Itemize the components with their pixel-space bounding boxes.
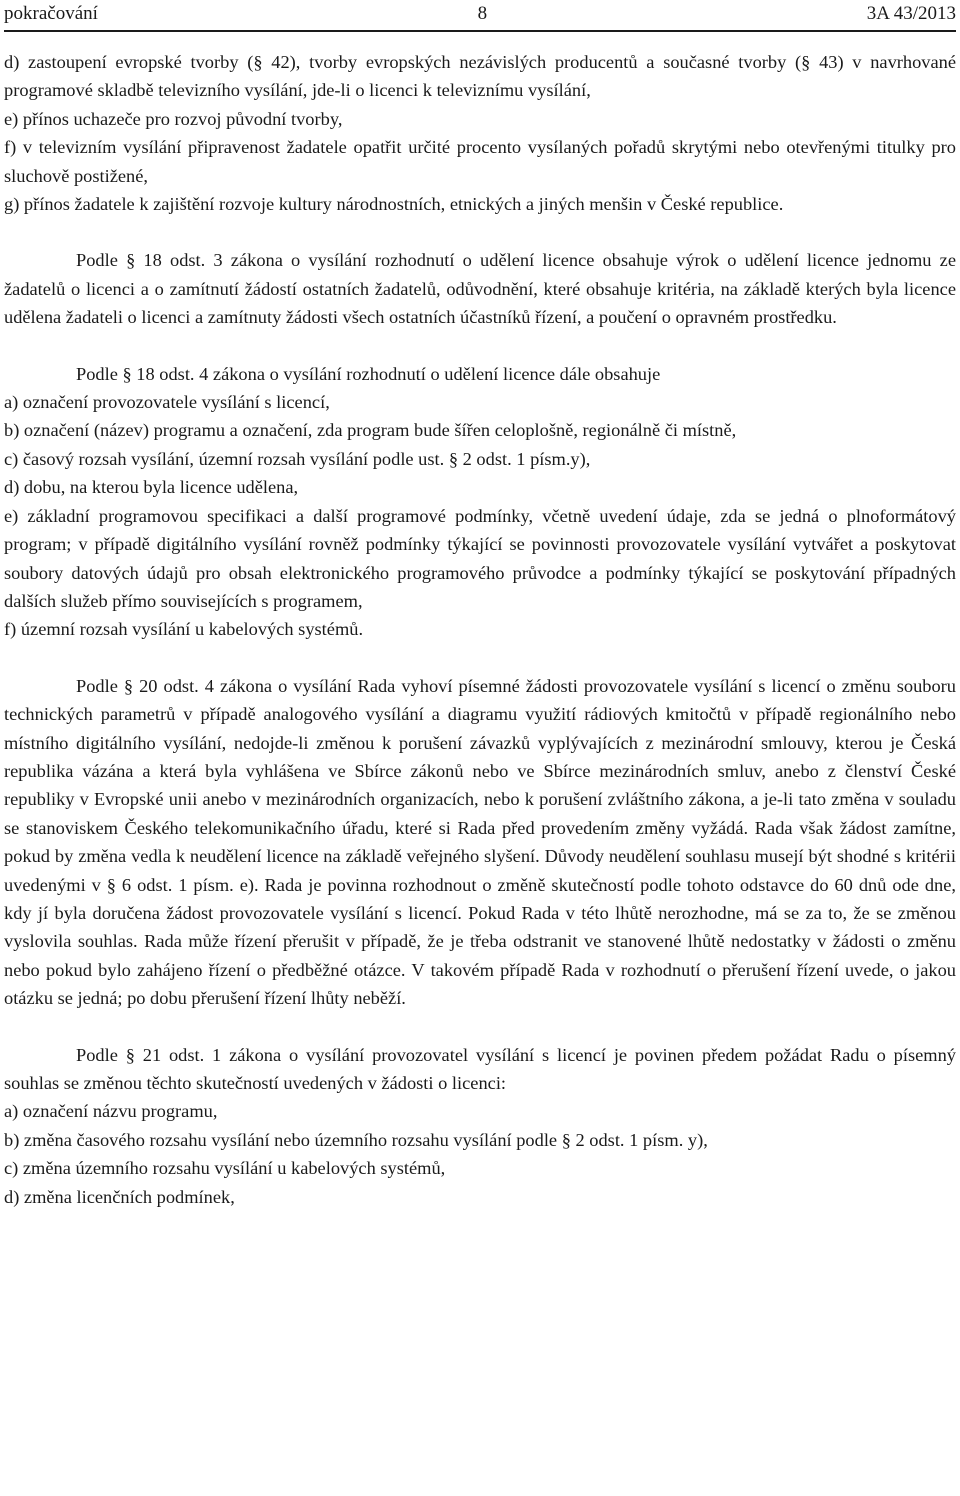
- change-item-d: d) změna licenčních podmínek,: [4, 1186, 235, 1207]
- change-item-c: c) změna územního rozsahu vysílání u kabelových systémů,: [4, 1158, 446, 1179]
- list-item-e: e) základní programovou specifikaci a další programové podmínky, včetně uvedení údaje, zda se jedná o plnoformátový program; v případě digitálního vysílání rovněž podmínky týkající se povinnosti provozovatele vysílání vytvářet a poskytovat soubory datových údajů pro obsah elektronického programového průvodce a podmínky týkající se poskytování případných dalších služeb přímo souvisejících s programem,: [4, 505, 956, 611]
- document-body: [4, 32, 956, 1211]
- section-20-4-paragraph: Podle § 20 odst. 4 zákona o vysílání Rada vyhoví písemné žádosti provozovatele vysílání s licencí o změnu souboru technických parametrů v případě analogového vysílání a diagramu využití rádiových kmitočtů v případě regionálního nebo místního digitálního vysílání, nedojde-li změnou k porušení závazků vyplývajících z mezinárodní smlouvy, kterou je Česká republika vázána a která byla vyhlášena ve Sbírce zákonů nebo ve Sbírce mezinárodních smluv, anebo z členství České republiky v Evropské unii anebo v mezinárodních organizacích, nebo k porušení zvláštního zákona, a je-li tato změna v souladu se stanoviskem Českého telekomunikačního úřadu, které si Rada před provedením změny vyžádá. Rada však žádost zamítne, pokud by změna vedla k neudělení licence na základě veřejného slyšení. Důvody neudělení souhlasu musejí být shodné s kritérii uvedenými v § 6 odst. 1 písm. e). Rada je povinna rozhodnout o změně skutečností podle tohoto odstavce do 60 dnů ode dne, kdy jí byla doručena žádost provozovatele vysílání s licencí. Pokud Rada v této lhůtě nerozhodne, má se za to, že se změnou vyslovila souhlas. Rada může řízení přerušit v případě, že je třeba odstranit ve stanovené lhůtě nedostatky v žádosti o změnu nebo pokud bylo zahájeno řízení o předběžné otázce. V takovém případě Rada v rozhodnutí o přerušení řízení uvede, o jakou otázku se jedná; po dobu přerušení řízení lhůty neběží.: [4, 675, 956, 1009]
- page-number: 8: [477, 2, 488, 24]
- spacer: [4, 218, 956, 246]
- spacer: [4, 1013, 956, 1041]
- case-number: 3A 43/2013: [866, 2, 956, 24]
- header-continuation: pokračování: [4, 2, 98, 24]
- spacer: [4, 332, 956, 360]
- section-21-1-intro: Podle § 21 odst. 1 zákona o vysílání provozovatel vysílání s licencí je povinen předem požádat Radu o písemný souhlas se změnou těchto skutečností uvedených v žádosti o licenci:: [4, 1044, 956, 1093]
- list-item-b: b) označení (název) programu a označení, zda program bude šířen celoplošně, regionálně či místně,: [4, 420, 737, 441]
- change-item-b: b) změna časového rozsahu vysílání nebo územního rozsahu vysílání podle § 2 odst. 1 písm. y),: [4, 1129, 708, 1150]
- page-header: [4, 0, 956, 28]
- item-d-paragraph: d) zastoupení evropské tvorby (§ 42), tvorby evropských nezávislých producentů a současné tvorby (§ 43) v navrhované programové skladbě televizního vysílání, jde-li o licenci k televiznímu vysílání,: [4, 52, 956, 101]
- section-18-3-paragraph: Podle § 18 odst. 3 zákona o vysílání rozhodnutí o udělení licence obsahuje výrok o udělení licence jednomu ze žadatelů o licenci a o zamítnutí žádostí ostatních žadatelů, odůvodnění, které obsahuje kritéria, na základě kterých byla licence udělena žadateli o licenci a zamítnuty žádosti všech ostatních účastníků řízení, a poučení o opravném prostředku.: [4, 250, 956, 328]
- change-item-a: a) označení názvu programu,: [4, 1101, 218, 1122]
- section-18-4-intro: Podle § 18 odst. 4 zákona o vysílání rozhodnutí o udělení licence dále obsahuje: [76, 363, 661, 384]
- item-e-paragraph: e) přínos uchazeče pro rozvoj původní tvorby,: [4, 108, 343, 129]
- item-f-paragraph: f) v televizním vysílání připravenost žadatele opatřit určité procento vysílaných pořadů skrytými nebo otevřenými titulky pro sluchově postižené,: [4, 137, 956, 186]
- list-item-c: c) časový rozsah vysílání, územní rozsah vysílání podle ust. § 2 odst. 1 písm.y),: [4, 448, 591, 469]
- list-item-d: d) dobu, na kterou byla licence udělena,: [4, 477, 299, 498]
- item-g-paragraph: g) přínos žadatele k zajištění rozvoje kultury národnostních, etnických a jiných menšin v České republice.: [4, 194, 784, 215]
- list-item-a: a) označení provozovatele vysílání s licencí,: [4, 392, 330, 413]
- spacer: [4, 644, 956, 672]
- list-item-f: f) územní rozsah vysílání u kabelových systémů.: [4, 619, 364, 640]
